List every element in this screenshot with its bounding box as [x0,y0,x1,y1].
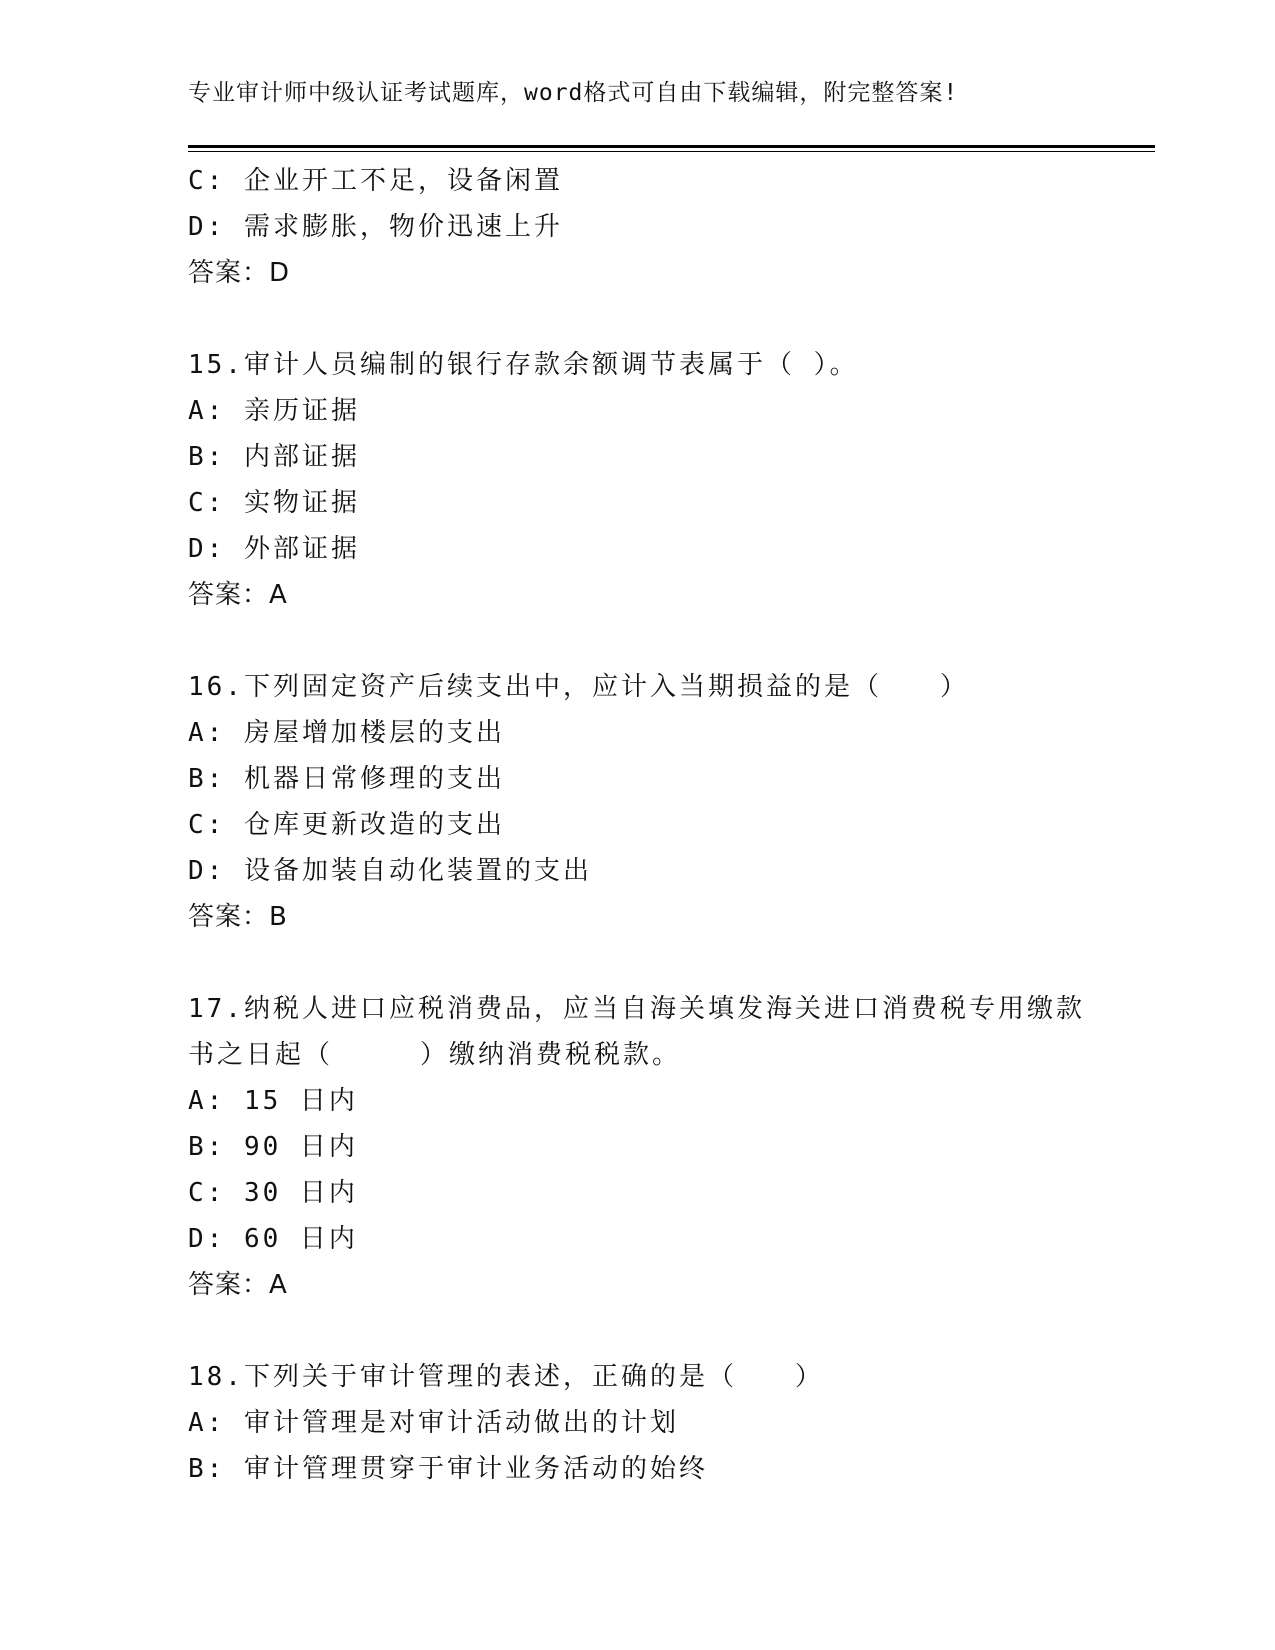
header-divider-thick [188,145,1155,148]
option-item: B: 内部证据 [188,442,360,472]
option-item: B: 机器日常修理的支出 [188,764,505,794]
option-item: C: 仓库更新改造的支出 [188,810,505,840]
answer-line: 答案：A [188,1270,288,1300]
answer-line: 答案：B [188,902,288,932]
option-item: D: 外部证据 [188,534,360,564]
question-stem: 15.审计人员编制的银行存款余额调节表属于（ ）。 [188,350,859,380]
question-stem-continued: 书之日起（ ）缴纳消费税税款。 [188,1040,682,1070]
question-stem: 16.下列固定资产后续支出中，应计入当期损益的是（ ） [188,672,969,702]
option-item: A: 房屋增加楼层的支出 [188,718,505,748]
answer-line: 答案：D [188,258,291,288]
option-item: B: 90 日内 [188,1132,358,1162]
page-header: 专业审计师中级认证考试题库，word格式可自由下载编辑，附完整答案! [188,80,959,106]
option-item: A: 审计管理是对审计活动做出的计划 [188,1408,679,1438]
option-item: C: 30 日内 [188,1178,358,1208]
option-item: A: 15 日内 [188,1086,358,1116]
question-stem: 18.下列关于审计管理的表述，正确的是（ ） [188,1362,824,1392]
option-item: D: 60 日内 [188,1224,358,1254]
option-item: B: 审计管理贯穿于审计业务活动的始终 [188,1454,708,1484]
question-stem: 17.纳税人进口应税消费品，应当自海关填发海关进口消费税专用缴款 [188,994,1085,1024]
header-divider-thin [188,151,1155,152]
option-item: A: 亲历证据 [188,396,360,426]
option-item: D: 设备加装自动化装置的支出 [188,856,592,886]
question-list [188,158,1088,1492]
option-item: C: 实物证据 [188,488,360,518]
option-item: C: 企业开工不足，设备闲置 [188,166,563,196]
option-item: D: 需求膨胀，物价迅速上升 [188,212,563,242]
answer-line: 答案：A [188,580,288,610]
